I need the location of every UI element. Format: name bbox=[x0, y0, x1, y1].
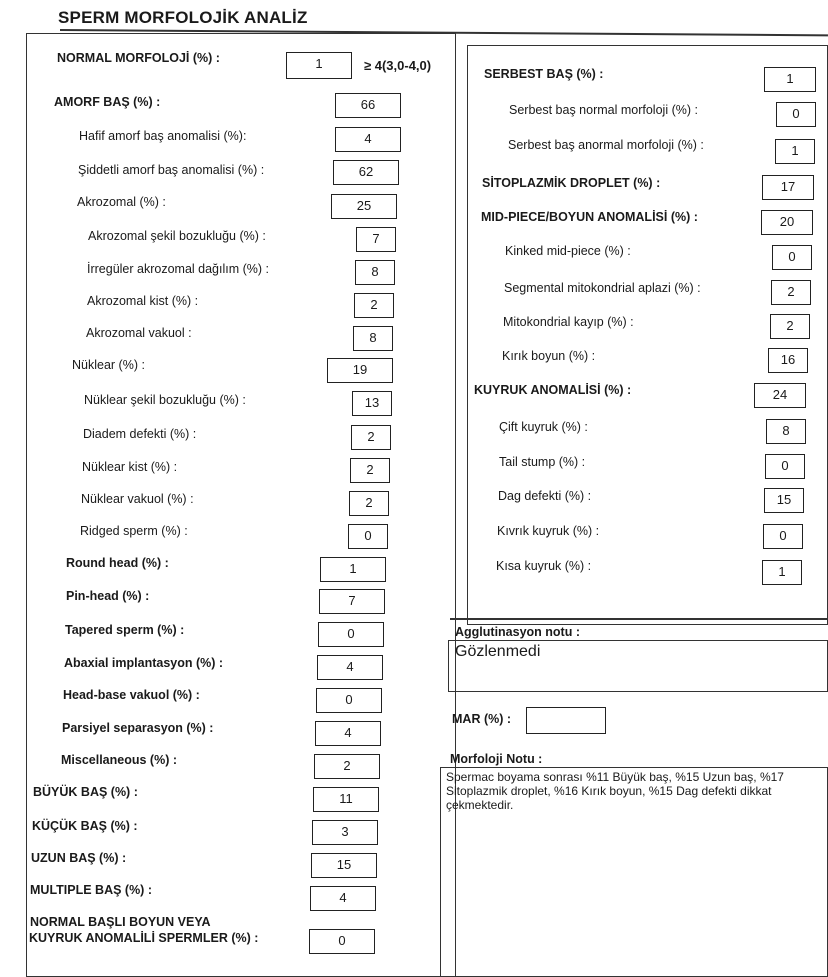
amorf-bas-label: AMORF BAŞ (%) : bbox=[54, 95, 161, 109]
siddetli-amorf-value: 62 bbox=[333, 160, 399, 185]
kuyruk-anomalisi-value: 24 bbox=[754, 383, 806, 408]
pin-head-value: 7 bbox=[319, 589, 385, 614]
dag-defekti-label: Dag defekti (%) : bbox=[498, 489, 592, 503]
morph-note-label: Morfoloji Notu : bbox=[450, 752, 543, 766]
kucuk-bas-label: KÜÇÜK BAŞ (%) : bbox=[32, 819, 138, 833]
dag-defekti-value: 15 bbox=[764, 488, 804, 513]
akrozomal-kist-value: 2 bbox=[354, 293, 394, 318]
page-title: SPERM MORFOLOJİK ANALİZ bbox=[58, 8, 308, 27]
serbest-bas-label: SERBEST BAŞ (%) : bbox=[484, 67, 604, 81]
mid-piece-label: MID-PIECE/BOYUN ANOMALİSİ (%) : bbox=[481, 210, 698, 224]
miscellaneous-value: 2 bbox=[314, 754, 380, 779]
akrozomal-sekil-label: Akrozomal şekil bozukluğu (%) : bbox=[88, 229, 266, 243]
abaxial-label: Abaxial implantasyon (%) : bbox=[64, 656, 224, 670]
nuklear-vakuol-value: 2 bbox=[349, 491, 389, 516]
normal-basli-value: 0 bbox=[309, 929, 375, 954]
cift-kuyruk-value: 8 bbox=[766, 419, 806, 444]
tapered-sperm-label: Tapered sperm (%) : bbox=[65, 623, 185, 637]
uzun-bas-value: 15 bbox=[311, 853, 377, 878]
pin-head-label: Pin-head (%) : bbox=[66, 589, 150, 603]
serbest-anormal-label: Serbest baş anormal morfoloji (%) : bbox=[508, 138, 704, 152]
akrozomal-sekil-value: 7 bbox=[356, 227, 396, 252]
morph-note-value: Spermac boyama sonrası %11 Büyük baş, %15 Uzun baş, %17 Sitoplazmik droplet, %16 Kırık boyun, %15 Dag defekti dikkat çekmektedir. bbox=[446, 770, 784, 812]
tail-stump-value: 0 bbox=[765, 454, 805, 479]
tail-stump-label: Tail stump (%) : bbox=[499, 455, 586, 469]
head-base-label: Head-base vakuol (%) : bbox=[63, 688, 200, 702]
miscellaneous-label: Miscellaneous (%) : bbox=[61, 753, 177, 767]
agglutination-divider bbox=[450, 618, 828, 620]
multiple-bas-label: MULTIPLE BAŞ (%) : bbox=[30, 883, 152, 897]
head-base-value: 0 bbox=[316, 688, 382, 713]
round-head-value: 1 bbox=[320, 557, 386, 582]
serbest-anormal-value: 1 bbox=[775, 139, 815, 164]
cift-kuyruk-label: Çift kuyruk (%) : bbox=[499, 420, 588, 434]
normal-basli-label-2: KUYRUK ANOMALİLİ SPERMLER (%) : bbox=[29, 931, 259, 945]
kivrik-kuyruk-value: 0 bbox=[763, 524, 803, 549]
parsiyel-value: 4 bbox=[315, 721, 381, 746]
diadem-defekti-value: 2 bbox=[351, 425, 391, 450]
kinked-label: Kinked mid-piece (%) : bbox=[505, 244, 631, 258]
hafif-amorf-value: 4 bbox=[335, 127, 401, 152]
mitokondrial-label: Mitokondrial kayıp (%) : bbox=[503, 315, 634, 329]
mar-label: MAR (%) : bbox=[452, 712, 512, 726]
nuklear-kist-label: Nüklear kist (%) : bbox=[82, 460, 178, 474]
nuklear-vakuol-label: Nüklear vakuol (%) : bbox=[81, 492, 194, 506]
normal-basli-label-1: NORMAL BAŞLI BOYUN VEYA bbox=[30, 915, 211, 929]
parsiyel-label: Parsiyel separasyon (%) : bbox=[62, 721, 214, 735]
kisa-kuyruk-label: Kısa kuyruk (%) : bbox=[496, 559, 592, 573]
mid-piece-value: 20 bbox=[761, 210, 813, 235]
akrozomal-vakuol-value: 8 bbox=[353, 326, 393, 351]
hafif-amorf-label: Hafif amorf baş anomalisi (%): bbox=[79, 129, 247, 143]
serbest-normal-label: Serbest baş normal morfoloji (%) : bbox=[509, 103, 698, 117]
agglutination-label: Agglutinasyon notu : bbox=[455, 625, 580, 639]
diadem-defekti-label: Diadem defekti (%) : bbox=[83, 427, 197, 441]
ridged-sperm-value: 0 bbox=[348, 524, 388, 549]
uzun-bas-label: UZUN BAŞ (%) : bbox=[31, 851, 127, 865]
kirik-boyun-value: 16 bbox=[768, 348, 808, 373]
amorf-bas-value: 66 bbox=[335, 93, 401, 118]
buyuk-bas-label: BÜYÜK BAŞ (%) : bbox=[33, 785, 138, 799]
multiple-bas-value: 4 bbox=[310, 886, 376, 911]
irreguler-akrozomal-value: 8 bbox=[355, 260, 395, 285]
irreguler-akrozomal-label: İrregüler akrozomal dağılım (%) : bbox=[87, 262, 270, 276]
kuyruk-anomalisi-label: KUYRUK ANOMALİSİ (%) : bbox=[474, 383, 632, 397]
mitokondrial-value: 2 bbox=[770, 314, 810, 339]
nuklear-kist-value: 2 bbox=[350, 458, 390, 483]
abaxial-value: 4 bbox=[317, 655, 383, 680]
segmental-value: 2 bbox=[771, 280, 811, 305]
kinked-value: 0 bbox=[772, 245, 812, 270]
nuklear-sekil-value: 13 bbox=[352, 391, 392, 416]
akrozomal-vakuol-label: Akrozomal vakuol : bbox=[86, 326, 192, 340]
nuklear-value: 19 bbox=[327, 358, 393, 383]
sitoplazmik-label: SİTOPLAZMİK DROPLET (%) : bbox=[482, 176, 661, 190]
segmental-label: Segmental mitokondrial aplazi (%) : bbox=[504, 281, 701, 295]
serbest-normal-value: 0 bbox=[776, 102, 816, 127]
buyuk-bas-value: 11 bbox=[313, 787, 379, 812]
normal-morfoloji-value: 1 bbox=[286, 52, 352, 79]
kisa-kuyruk-value: 1 bbox=[762, 560, 802, 585]
kucuk-bas-value: 3 bbox=[312, 820, 378, 845]
nuklear-sekil-label: Nüklear şekil bozukluğu (%) : bbox=[84, 393, 246, 407]
sitoplazmik-value: 17 bbox=[762, 175, 814, 200]
akrozomal-value: 25 bbox=[331, 194, 397, 219]
ridged-sperm-label: Ridged sperm (%) : bbox=[80, 524, 188, 538]
agglutination-value: Gözlenmedi bbox=[455, 643, 541, 660]
akrozomal-label: Akrozomal (%) : bbox=[77, 195, 166, 209]
normal-morfoloji-label: NORMAL MORFOLOJİ (%) : bbox=[57, 51, 220, 65]
serbest-bas-value: 1 bbox=[764, 67, 816, 92]
nuklear-label: Nüklear (%) : bbox=[72, 358, 145, 372]
normal-morfoloji-ref: ≥ 4(3,0-4,0) bbox=[364, 58, 432, 73]
round-head-label: Round head (%) : bbox=[66, 556, 169, 570]
kivrik-kuyruk-label: Kıvrık kuyruk (%) : bbox=[497, 524, 600, 538]
akrozomal-kist-label: Akrozomal kist (%) : bbox=[87, 294, 199, 308]
kirik-boyun-label: Kırık boyun (%) : bbox=[502, 349, 596, 363]
tapered-sperm-value: 0 bbox=[318, 622, 384, 647]
siddetli-amorf-label: Şiddetli amorf baş anomalisi (%) : bbox=[78, 163, 265, 177]
mar-value bbox=[526, 707, 606, 734]
